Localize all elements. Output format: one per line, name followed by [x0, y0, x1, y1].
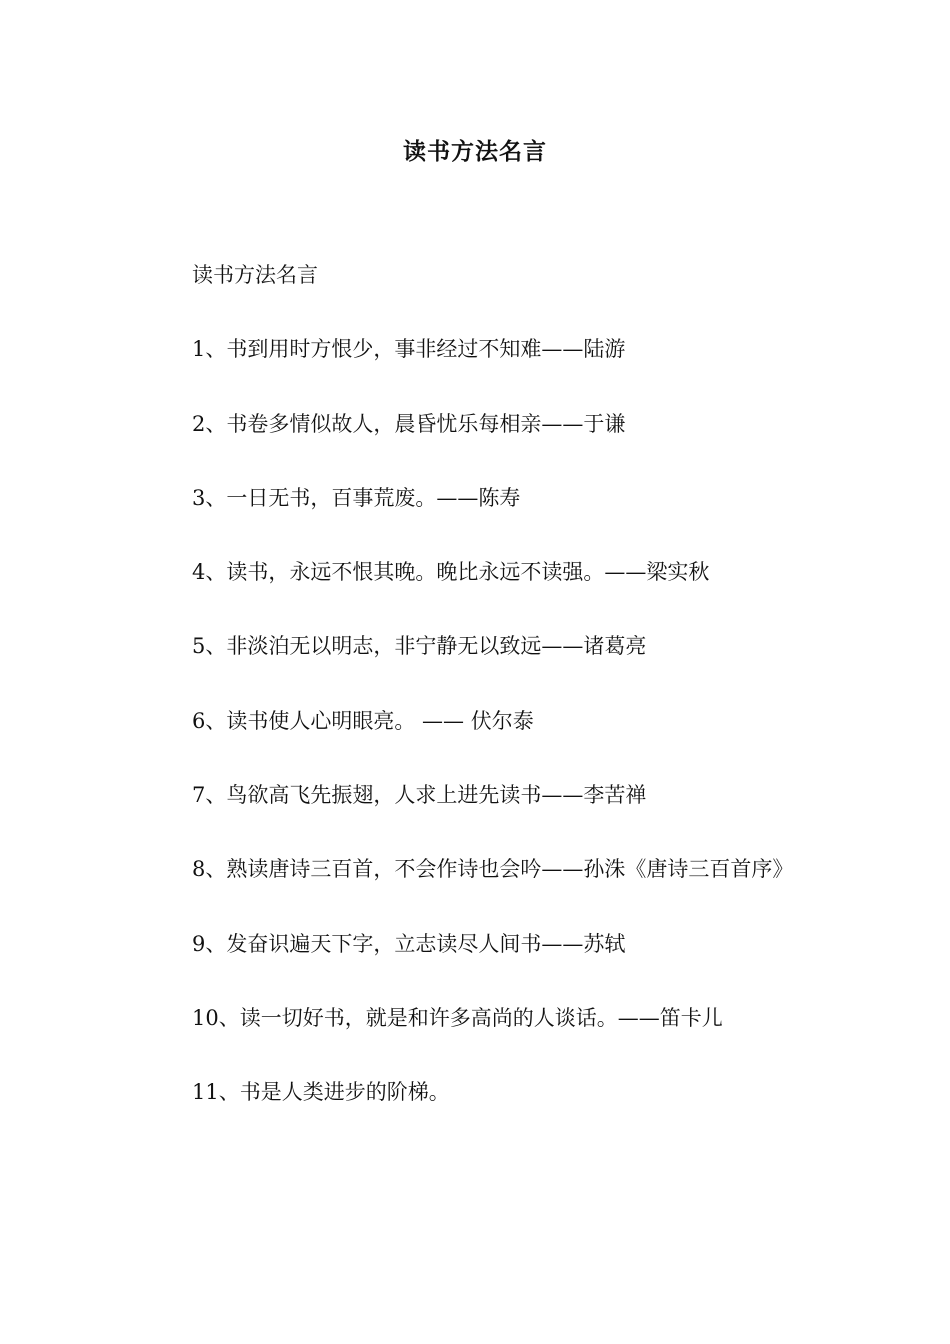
document-title: 读书方法名言	[403, 138, 547, 165]
quote-11: 11、书是人类进步的阶梯。	[192, 1080, 450, 1105]
quote-1: 1、书到用时方恨少，事非经过不知难——陆游	[192, 337, 626, 362]
quote-5: 5、非淡泊无以明志，非宁静无以致远——诸葛亮	[192, 634, 647, 659]
quote-10: 10、读一切好书，就是和许多高尚的人谈话。——笛卡儿	[192, 1005, 723, 1030]
quote-8: 8、熟读唐诗三百首，不会作诗也会吟——孙洙《唐诗三百首序》	[192, 857, 794, 882]
quote-6: 6、读书使人心明眼亮。 —— 伏尔泰	[192, 708, 534, 733]
quote-2: 2、书卷多情似故人，晨昏忧乐每相亲——于谦	[192, 411, 626, 436]
quote-7: 7、鸟欲高飞先振翅，人求上进先读书——李苦禅	[192, 783, 647, 808]
quote-9: 9、发奋识遍天下字，立志读尽人间书——苏轼	[192, 931, 626, 956]
quote-4: 4、读书，永远不恨其晚。晚比永远不读强。——梁实秋	[192, 560, 710, 585]
paragraph-heading: 读书方法名言	[192, 263, 318, 287]
document-body	[145, 257, 810, 1149]
quote-3: 3、一日无书，百事荒废。——陈寿	[192, 485, 521, 510]
